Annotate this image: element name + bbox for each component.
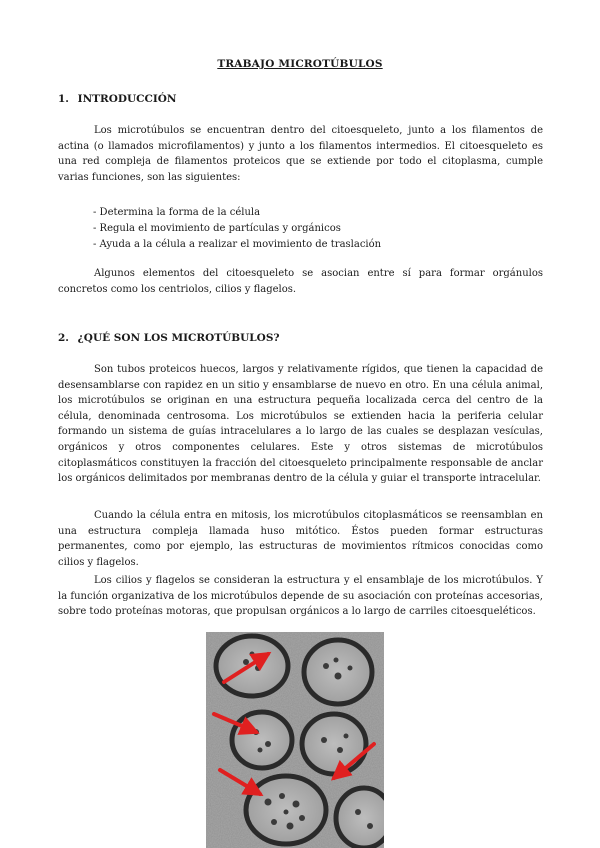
micrograph-image <box>206 632 384 848</box>
document-title: TRABAJO MICROTÚBULOS <box>217 58 383 70</box>
list-item: - Regula el movimiento de partículas y orgánicos <box>93 223 341 234</box>
section-2-heading <box>58 332 280 344</box>
definition-paragraph <box>58 362 543 487</box>
list-item: - Determina la forma de la célula <box>93 207 261 218</box>
section-2-title: ¿QUÉ SON LOS MICROTÚBULOS? <box>77 332 280 344</box>
cilia-paragraph <box>58 573 543 620</box>
cilia-paragraph-text: Los cilios y flagelos se consideran la estructura y el ensamblaje de los microtúbulos. Y la función organizativa de los microtúbulos depende de su asociación con proteínas accesorias, sobre todo proteínas motoras, que propulsan orgánicos a lo largo de carriles citoesqueléticos. <box>58 575 543 618</box>
intro-paragraph <box>58 123 543 185</box>
intro-paragraph-text: Los microtúbulos se encuentran dentro del citoesqueleto, junto a los filamentos de actina (o llamados microfilamentos) y junto a los filamentos intermedios. El citoesqueleto es una red compleja de filamentos proteicos que se extiende por todo el citoplasma, cumple varias funciones, son las siguientes: <box>58 125 543 183</box>
micrograph-figure <box>206 632 384 848</box>
mitosis-paragraph-text: Cuando la célula entra en mitosis, los microtúbulos citoplasmáticos se reensamblan en una estructura compleja llamada huso mitótico. Éstos pueden formar estructuras permanentes, como por ejemplo, las estructuras de movimientos rítmicos conocidas como cilios y flagelos. <box>58 510 543 568</box>
cell-section <box>304 640 372 704</box>
cell-section <box>302 714 366 774</box>
section-2-number: 2. <box>58 332 69 344</box>
organelles-paragraph-text: Algunos elementos del citoesqueleto se asocian entre sí para formar orgánulos concretos como los centriolos, cilios y flagelos. <box>58 268 543 295</box>
section-1-heading <box>58 93 176 105</box>
definition-paragraph-text: Son tubos proteicos huecos, largos y relativamente rígidos, que tienen la capacidad de desensamblarse con rapidez en un sitio y ensamblarse de nuevo en otro. En una célula animal, los microtúbulos se originan en una estructura pequeña localizada cerca del centro de la célula, denominada centrosoma. Los microtúbulos se extienden hacia la periferia celular formando un sistema de guías intracelulares a lo largo de las cuales se desplazan vesículas, orgánicos y otros componentes celulares. Este y otros sistemas de microtúbulos citoplasmáticos constituyen la fracción del citoesqueleto principalmente responsable de anclar los orgánicos delimitados por membranas dentro de la célula y guiar el transporte intracelular. <box>58 364 543 485</box>
organelles-paragraph <box>58 266 543 297</box>
section-1-number: 1. <box>58 93 69 105</box>
functions-list <box>93 205 381 253</box>
cell-section <box>232 712 292 768</box>
list-item: - Ayuda a la célula a realizar el movimiento de traslación <box>93 239 382 250</box>
cell-section <box>336 788 384 848</box>
section-1-title: INTRODUCCIÓN <box>77 93 177 105</box>
mitosis-paragraph <box>58 508 543 570</box>
